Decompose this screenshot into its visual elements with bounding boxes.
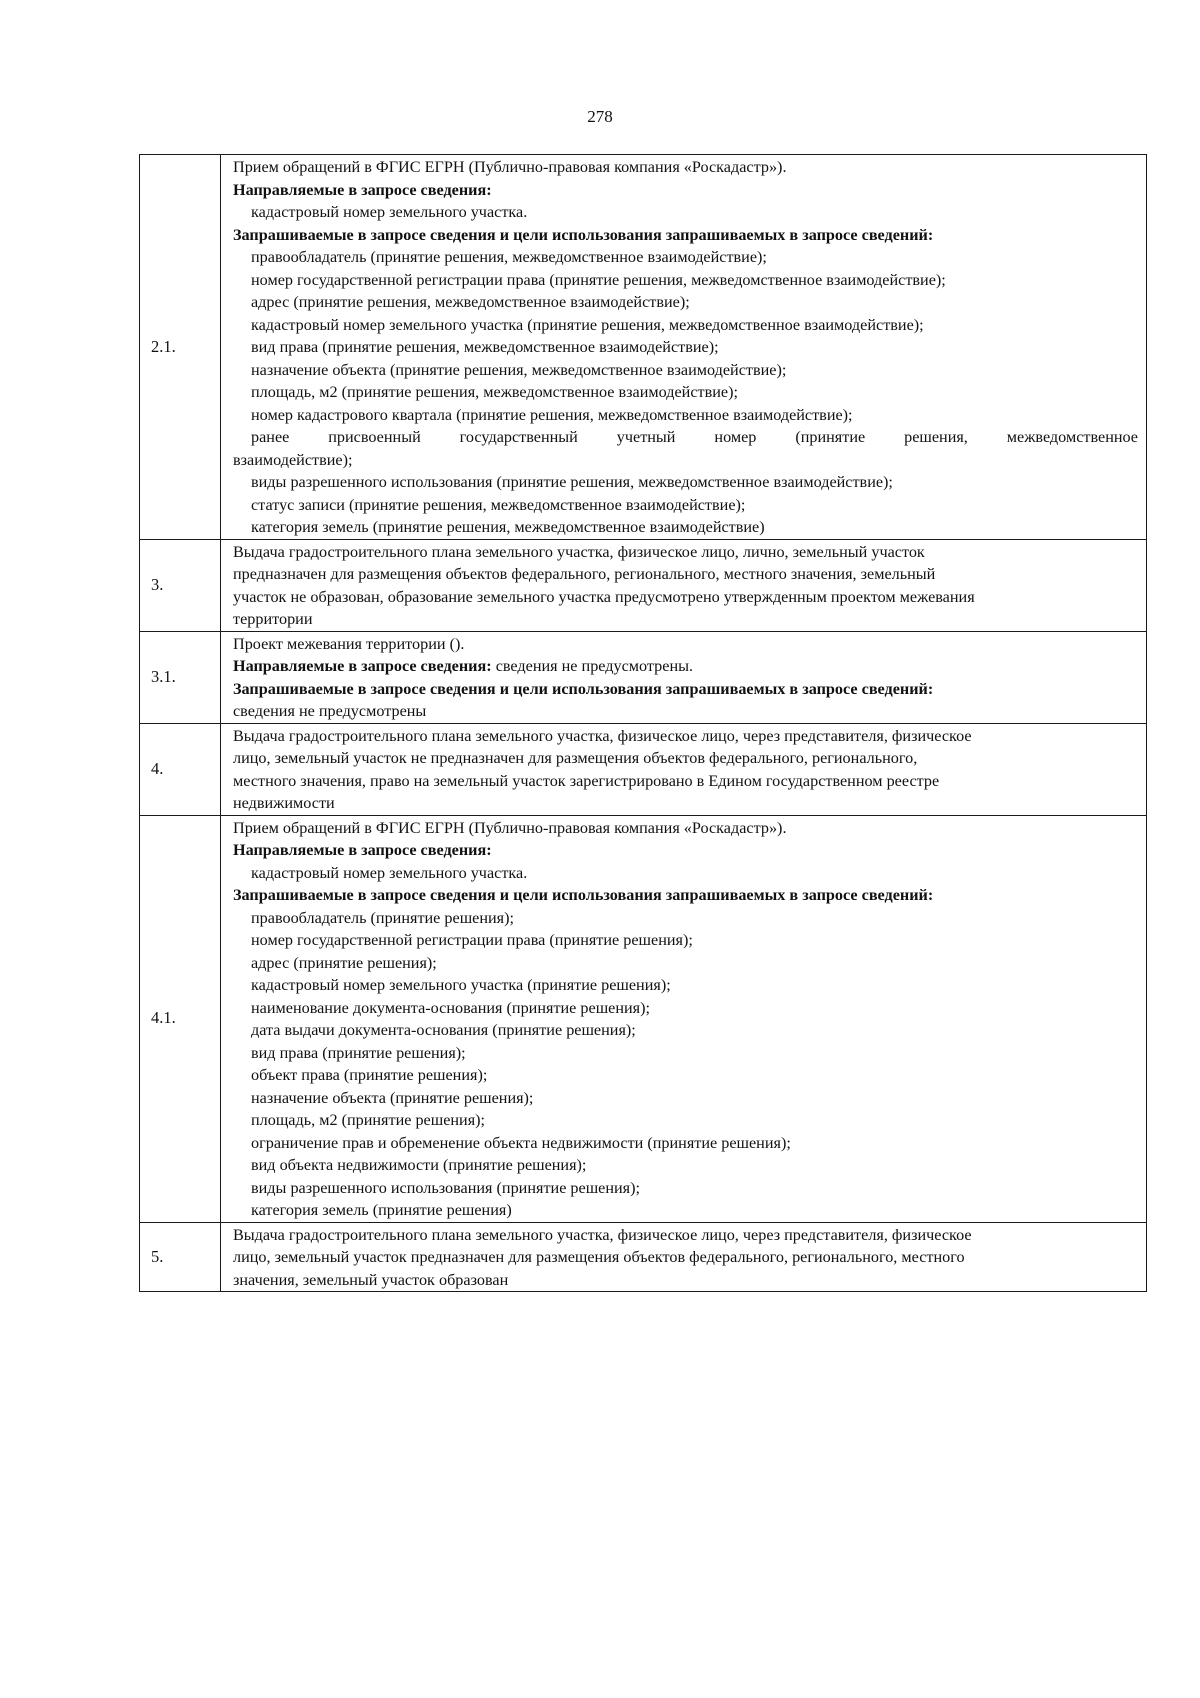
content-line: объект права (принятие решения); <box>251 1066 488 1084</box>
content-line: предназначен для размещения объектов федерального, регионального, местного значения, земельный <box>233 565 936 583</box>
row-number: 3. <box>140 539 221 631</box>
content-line <box>233 655 1138 678</box>
content-line: участок не образован, образование земельного участка предусмотрено утвержденным проектом межевания <box>233 587 975 606</box>
content-line: назначение объекта (принятие решения, межведомственное взаимодействие); <box>251 360 787 379</box>
row-number: 3.1. <box>140 631 221 723</box>
section-heading: Запрашиваемые в запросе сведения и цели использования запрашиваемых в запросе сведений: <box>233 225 934 244</box>
row-content <box>221 155 1147 540</box>
row-content <box>221 631 1147 723</box>
row-content <box>221 1222 1147 1292</box>
content-line: наименование документа-основания (принятие решения); <box>251 998 650 1017</box>
table-row <box>140 1222 1147 1292</box>
content-line: площадь, м2 (принятие решения, межведомственное взаимодействие); <box>251 383 738 401</box>
row-number: 5. <box>140 1222 221 1292</box>
content-line: Выдача градостроительного плана земельного участка, физическое лицо, лично, земельный участок <box>233 542 925 561</box>
content-line: Прием обращений в ФГИС ЕГРН (Публично-правовая компания «Роскадастр»). <box>233 158 787 176</box>
content-line: адрес (принятие решения, межведомственное взаимодействие); <box>251 293 690 311</box>
content-line: кадастровый номер земельного участка. <box>251 203 528 221</box>
line-label: Направляемые в запросе сведения: <box>233 657 492 675</box>
content-line: статус записи (принятие решения, межведомственное взаимодействие); <box>251 495 746 514</box>
content-line: ранее присвоенный государственный учетный номер (принятие решения, межведомственное <box>251 428 1138 446</box>
page-number: 278 <box>587 107 613 126</box>
content-line: Выдача градостроительного плана земельного участка, физическое лицо, через представителя, физическое <box>233 1225 972 1244</box>
content-line: ограничение прав и обременение объекта недвижимости (принятие решения); <box>251 1133 791 1152</box>
table-body <box>140 155 1147 1292</box>
content-line: взаимодействие); <box>233 450 353 469</box>
row-number: 4.1. <box>140 815 221 1222</box>
content-line: адрес (принятие решения); <box>251 953 437 972</box>
content-line: кадастровый номер земельного участка. <box>251 863 528 882</box>
content-line: номер кадастрового квартала (принятие решения, межведомственное взаимодействие); <box>251 405 853 424</box>
content-line: правообладатель (принятие решения, межведомственное взаимодействие); <box>251 248 767 266</box>
section-heading: Запрашиваемые в запросе сведения и цели использования запрашиваемых в запросе сведений: <box>233 886 934 904</box>
row-number: 4. <box>140 723 221 815</box>
content-line: вид объекта недвижимости (принятие решения); <box>251 1156 587 1174</box>
content-line: площадь, м2 (принятие решения); <box>251 1111 486 1129</box>
content-line: кадастровый номер земельного участка (принятие решения, межведомственное взаимодействие); <box>251 315 924 334</box>
content-line: Выдача градостроительного плана земельного участка, физическое лицо, через представителя, физическое <box>233 726 972 745</box>
content-line: вид права (принятие решения, межведомственное взаимодействие); <box>251 338 719 356</box>
content-line: дата выдачи документа-основания (принятие решения); <box>251 1021 636 1039</box>
table-row <box>140 815 1147 1222</box>
content-line: правообладатель (принятие решения); <box>251 908 514 927</box>
table-row <box>140 539 1147 631</box>
content-line: местного значения, право на земельный участок зарегистрировано в Едином государственном реестре <box>233 771 940 790</box>
row-content <box>221 539 1147 631</box>
content-line: вид права (принятие решения); <box>251 1043 466 1062</box>
table-row <box>140 155 1147 540</box>
content-line: категория земель (принятие решения) <box>251 1201 512 1219</box>
content-line: Прием обращений в ФГИС ЕГРН (Публично-правовая компания «Роскадастр»). <box>233 818 787 837</box>
section-heading: Направляемые в запросе сведения: <box>233 841 492 859</box>
section-heading: Направляемые в запросе сведения: <box>233 180 492 199</box>
content-line: сведения не предусмотрены <box>233 702 427 720</box>
content-line: категория земель (принятие решения, межведомственное взаимодействие) <box>251 518 765 536</box>
content-line: виды разрешенного использования (принятие решения, межведомственное взаимодействие); <box>251 473 893 491</box>
content-line: назначение объекта (принятие решения); <box>251 1088 534 1107</box>
content-line: виды разрешенного использования (принятие решения); <box>251 1178 641 1197</box>
content-line: лицо, земельный участок не предназначен для размещения объектов федерального, регионального, <box>233 749 918 767</box>
line-value: сведения не предусмотрены. <box>491 657 694 675</box>
content-line: номер государственной регистрации права (принятие решения); <box>251 931 693 949</box>
content-line: недвижимости <box>233 794 335 812</box>
content-line: номер государственной регистрации права (принятие решения, межведомственное взаимодействие); <box>251 270 946 289</box>
row-number: 2.1. <box>140 155 221 540</box>
table-row <box>140 723 1147 815</box>
content-line: территории <box>233 610 313 628</box>
section-heading: Запрашиваемые в запросе сведения и цели использования запрашиваемых в запросе сведений: <box>233 679 934 698</box>
row-content <box>221 815 1147 1222</box>
table-row <box>140 631 1147 723</box>
content-line: кадастровый номер земельного участка (принятие решения); <box>251 976 671 994</box>
services-table <box>139 154 1147 1292</box>
content-line: значения, земельный участок образован <box>233 1270 509 1289</box>
content-line: Проект межевания территории (). <box>233 634 465 653</box>
content-line: лицо, земельный участок предназначен для размещения объектов федерального, регионального, местного <box>233 1248 965 1266</box>
row-content <box>221 723 1147 815</box>
